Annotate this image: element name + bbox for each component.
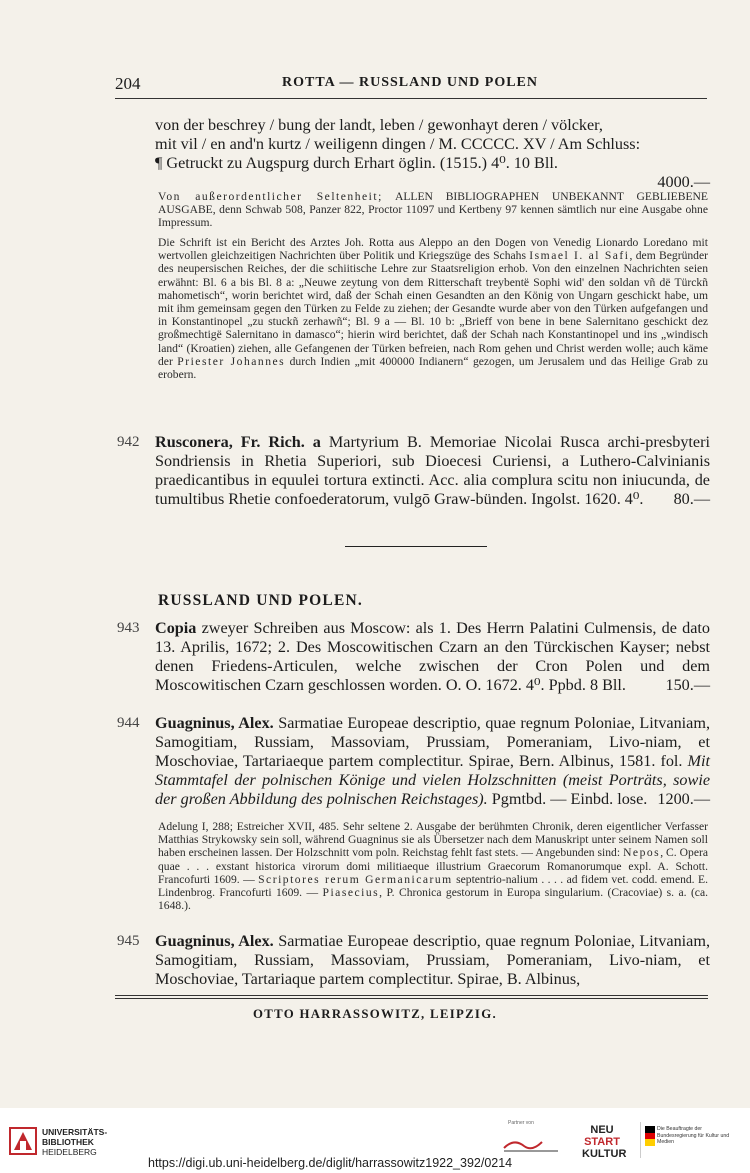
entry-author: Rusconera, Fr. Rich. a xyxy=(155,433,321,451)
entry-line: mit vil / en and'n kurtz / weiligenn dingen / M. CCCCC. XV / Am Schluss: xyxy=(155,135,641,153)
page-number: 204 xyxy=(115,74,141,93)
partner-logo-icon xyxy=(502,1136,560,1154)
logo-word: NEU xyxy=(590,1124,614,1136)
university-library-logo-icon xyxy=(8,1126,38,1156)
entry-italic-text: Mit Stammtafel der polnischen Könige und vielen Holzschnitten (meist Porträts, sowie der großen Abbildung des polnischen Reichstages). xyxy=(155,752,710,808)
entry-944 xyxy=(117,714,710,809)
entry-943 xyxy=(117,619,710,695)
entry-number: 943 xyxy=(117,620,140,636)
note-944 xyxy=(158,820,708,912)
entry-author: Guagninus, Alex. xyxy=(155,714,274,732)
entry-price: 4000.— xyxy=(657,173,710,191)
logo-word: START xyxy=(584,1136,620,1148)
partner-label: Partner von xyxy=(508,1120,534,1126)
entry-continued xyxy=(155,116,710,192)
entry-text: Pgmtbd. — Einbd. lose. xyxy=(487,790,648,808)
page-header xyxy=(115,74,705,96)
note-text: durch Indien „mit 400000 Indianern“ gezogen, um Jerusalem und das Heilige Grab zu erobern. xyxy=(158,354,709,382)
note-text: septentrio-nalium . . . . ad fidem vet. codd. emend. E. Lindenbrog. Francofurti 1609. — xyxy=(158,872,708,900)
government-text: Die Beauftragte der Bundesregierung für Kultur und Medien xyxy=(657,1126,730,1145)
footer-rule xyxy=(115,995,708,996)
person-name: Priester Johannes xyxy=(177,354,286,368)
person-name: Ismael I. al Safi xyxy=(529,249,630,263)
note-text: Adelung I, 288; Estreicher XVII, 485. Sehr seltene 2. Ausgabe der berühmten Chronik, deren eigentlicher Verfasser Matthias Strykowsky sein soll, während Guagninus sie als Übersetzer nach dem Manuskript unter seinem Namen soll haben erscheinen lassen. Der Holzschnitt vom poln. Reichstag fehlt fast stets. — Angebunden sind: xyxy=(158,820,708,860)
entry-price: 150.— xyxy=(665,676,710,694)
section-separator xyxy=(345,546,487,547)
neustart-kultur-logo xyxy=(582,1124,627,1164)
header-rule xyxy=(115,98,707,99)
entry-text: Sarmatiae Europeae descriptio, quae regnum Poloniae, Litvaniam, Samogitiam, Russiam, Massoviam, Prussiam, Pomeraniam, Livo-niam, et Moschoviae, Tartariaque partem complectitur. Spirae, B. Albinus, xyxy=(155,932,710,988)
entry-number: 942 xyxy=(117,434,140,450)
entry-price: 1200.— xyxy=(657,790,710,808)
entry-number: 945 xyxy=(117,933,140,949)
university-library-name xyxy=(42,1127,107,1157)
uni-name-line: BIBLIOTHEK xyxy=(42,1137,94,1147)
uni-name-line: UNIVERSITÄTS- xyxy=(42,1127,108,1137)
publisher-footer: OTTO HARRASSOWITZ, LEIPZIG. xyxy=(253,1007,497,1021)
section-title: RUSSLAND UND POLEN. xyxy=(158,592,363,609)
source-url-link[interactable]: https://digi.ub.uni-heidelberg.de/diglit/harrassowitz1922_392/0214 xyxy=(148,1156,513,1170)
entry-number: 944 xyxy=(117,715,140,731)
federal-flag-icon xyxy=(645,1126,655,1146)
note-text: , P. Chronica gestorum in Europa singularium. (Cracoviae) s. a. (ca. 1648.). xyxy=(158,886,708,913)
entry-text: zweyer Schreiben aus Moscow: als 1. Des Herrn Palatini Culmensis, de dato 13. Aprilis, 1672; 2. Des Moscowitischen Czarn an den Türckischen Kayser; nebst denen Friedens-Articulen, welche zwischen der Cron Polen und dem Moscowitischen Czarn geschlossen worden. O. O. 1672. 4⁰. Ppbd. 8 Bll. xyxy=(155,619,710,694)
author-name: Nepos xyxy=(623,846,661,860)
entry-945 xyxy=(117,932,710,989)
running-title: ROTTA — RUSSLAND UND POLEN xyxy=(282,75,538,90)
government-logo xyxy=(640,1122,745,1158)
note-text: , C. Opera quae . . . exstant historica virorum domi militiaeque illustrium Graecorum Romanorumque expl. A. Schott. Francofurti 1609. — xyxy=(158,846,708,886)
uni-name-line: HEIDELBERG xyxy=(42,1147,97,1157)
note-rotta-p2 xyxy=(158,236,708,381)
note-text: ALLEN BIBLIOGRAPHEN UNBEKANNT GEBLIEBENE AUSGABE, denn Schwab 508, Panzer 822, Proctor 11097 und Kertbeny 97 kennen sämtlich nur eine Ausgabe ohne Impressum. xyxy=(158,190,708,230)
entry-942 xyxy=(117,433,711,509)
note-rotta-p1 xyxy=(158,190,708,230)
note-text: Die Schrift ist ein Bericht des Arztes Joh. Rotta aus Aleppo an den Dogen von Venedig Lionardo Loredano mit wertvollen gleichzeitigen Nachrichten über Politik und Kriegszüge des Schahs xyxy=(158,236,708,263)
footer-rule xyxy=(115,998,708,999)
note-lead: Von außerordentlicher Seltenheit; xyxy=(158,190,383,203)
entry-price: 80.— xyxy=(673,490,710,508)
note-text: , dem Begründer des neupersischen Reiches, der die schiitische Lehre zur Staatsreligion erhob. Von den einzelnen Nachrichten seien erwähnt: Bl. 6 a bis Bl. 8 a: „Neuwe zeytung von dem Ritterschaft treybentë Sophi wid' den soldan vñ dë Türckñ mahometisch“, worin berichtet wird, daß der Schah einen Gesandten an den König von Ungarn geschickt habe, um mit ihm gemeinsam gegen den Türken zu Felde zu ziehen; der Gesandte wurde aber von den Türken aufgefangen und in Konstantinopel „zu stuckñ zerhawñ“; Bl. 9 a — Bl. 10 b: „Brieff von bene in bene Salernitano geschickt dez großmechtigë Salernitano in damasco“; hierin wird berichtet, daß der Schah nach Konstantinopel und ins „windisch land“ (Kroatien) ziehen, alle Gefangenen der Türken befreien, nach Rom gehen und Christ werden wolle; auch käme der xyxy=(158,249,708,368)
logo-word: KULTUR xyxy=(582,1148,627,1160)
entry-line: ¶ Getruckt zu Augspurg durch Erhart öglin. (1515.) 4⁰. 10 Bll. xyxy=(155,154,558,172)
work-title: Scriptores rerum Germanicarum xyxy=(258,872,453,886)
entry-line: von der beschrey / bung der landt, leben / gewonhayt deren / völcker, xyxy=(155,116,603,134)
entry-text: Martyrium B. Memoriae Nicolai Rusca archi-presbyteri Sondriensis in Rhetia Superiori, sub Dioecesi Curiensi, a Luthero-Calvinianis praedicantibus in equulei tortura extincti. Acc. alia complura scitu non iniucunda, de tumultibus Rhetie confoederatorum, vulgō Graw-bünden. Ingolst. 1620. 4⁰. xyxy=(155,433,711,508)
entry-author: Copia xyxy=(155,619,197,637)
entry-author: Guagninus, Alex. xyxy=(155,932,274,950)
author-name: Piasecius xyxy=(322,886,380,900)
entry-text: Sarmatiae Europeae descriptio, quae regnum Poloniae, Litvaniam, Samogitiam, Russiam, Massoviam, Prussiam, Pomeraniam, Livo-niam, et Moschoviae, Tartariaeque partem complectitur. Spirae, Bern. Albinus, 1581. fol. xyxy=(155,714,710,770)
